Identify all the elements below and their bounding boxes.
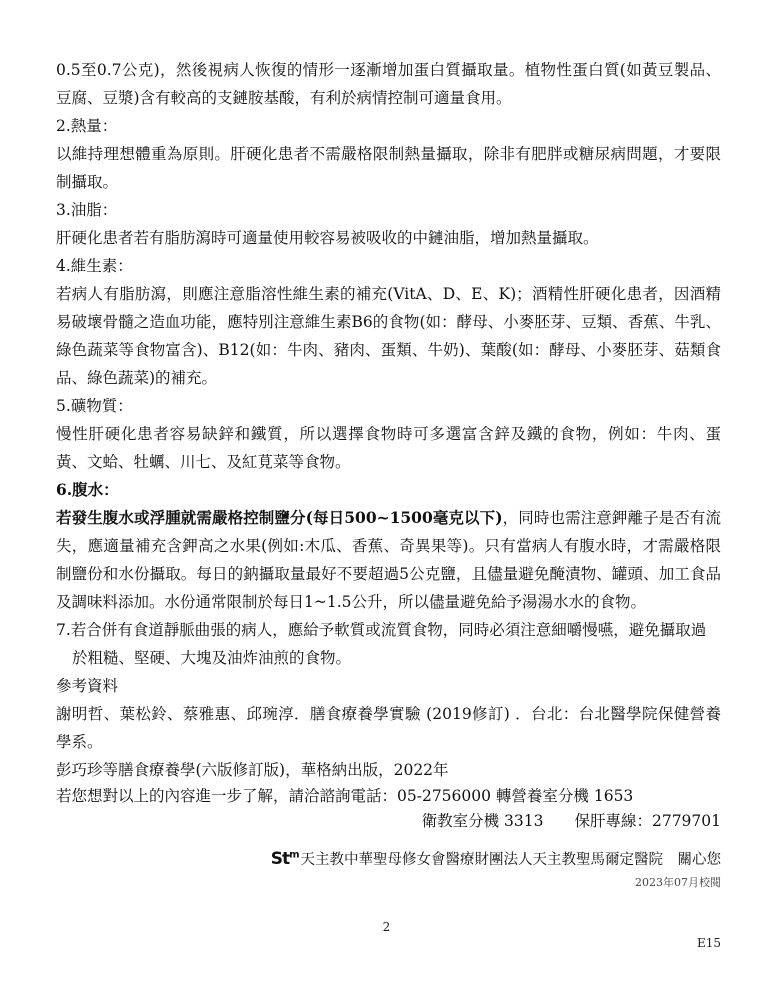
section-heading-minerals: 5.礦物質： (56, 397, 133, 415)
section-heading-calories: 2.熱量： (56, 117, 118, 135)
references-heading: 參考資料 (56, 677, 119, 695)
ascites-warning-bold: 若發生腹水或浮腫就需嚴格控制鹽分(每日500~1500毫克以下) (56, 508, 503, 527)
section-heading-fats: 3.油脂： (56, 201, 118, 219)
item-varices: 7.若合併有食道靜脈曲張的病人，應給予軟質或流質食物，同時必須注意細嚼慢嚥，避免攝取過於粗糙、堅硬、大塊及油炸油煎的食物。 (56, 621, 707, 667)
section-text-minerals: 慢性肝硬化患者容易缺鋅和鐵質，所以選擇食物時可多選富含鋅及鐵的食物，例如：牛肉、蛋黃、文蛤、牡蠣、川七、及紅莧菜等食物。 (56, 425, 721, 471)
section-text-fats: 肝硬化患者若有脂肪瀉時可適量使用較容易被吸收的中鏈油脂，增加熱量攝取。 (56, 229, 599, 247)
page-number: 2 (382, 920, 391, 934)
ascites-text: ，同時也需注意鉀離子是否有流失，應適量補充含鉀高之水果(例如:木瓜、香蕉、奇異果等)。只有當病人有腹水時，才需嚴格限制鹽份和水份攝取。每日的鈉攝取量最好不要超過5公克鹽，且儘量避免醃漬物、罐頭、加工食品及調味料添加。水份通常限制於每日1~1.5公升，所以儘量避免給予湯湯水水的食物。 (56, 509, 721, 611)
document-code: E15 (696, 936, 721, 950)
section-text-ascites (56, 504, 721, 616)
contact-line-2: 衛教室分機 3313 保肝專線：2779701 (421, 812, 721, 830)
revision-date: 2023年07月校閱 (635, 876, 721, 889)
section-heading-vitamins: 4.維生素： (56, 257, 133, 275)
section-heading-ascites: 6.腹水： (56, 480, 119, 499)
section-text-calories: 以維持理想體重為原則。肝硬化患者不需嚴格限制熱量攝取，除非有肥胖或糖尿病問題，才要限制攝取。 (56, 145, 721, 191)
reference-item-2: 彭巧珍等膳食療養學(六版修訂版)，華格納出版，2022年 (56, 761, 449, 779)
logo-letters: St (270, 848, 290, 869)
document-body (56, 56, 721, 834)
hospital-logo (271, 849, 299, 869)
logo-sup: m (289, 848, 299, 860)
intro-paragraph: 0.5至0.7公克)，然後視病人恢復的情形一逐漸增加蛋白質攝取量。植物性蛋白質(如黃豆製品、豆腐、豆漿)含有較高的支鏈胺基酸，有利於病情控制可適量食用。 (56, 61, 721, 107)
hospital-footer (271, 848, 721, 869)
contact-line-1: 若您想對以上的內容進一步了解，請洽諮詢電話：05-2756000 轉營養室分機 1653 (56, 787, 634, 805)
reference-item-1: 謝明哲、葉松鈴、蔡雅惠、邱琬淳．膳食療養學實驗 (2019修訂) ．台北：台北醫學院保健營養學系。 (56, 705, 721, 751)
section-text-vitamins: 若病人有脂肪瀉，則應注意脂溶性維生素的補充(VitA、D、E、K)；酒精性肝硬化患者，因酒精易破壞骨髓之造血功能，應特別注意維生素B6的食物(如：酵母、小麥胚芽、豆類、香蕉、牛乳、綠色蔬菜等食物富含)、B12(如：牛肉、豬肉、蛋類、牛奶)、葉酸(如：酵母、小麥胚芽、菇類食品、綠色蔬菜)的補充。 (56, 285, 721, 387)
hospital-name: 天主教中華聖母修女會醫療財團法人天主教聖馬爾定醫院 關心您 (300, 852, 721, 868)
